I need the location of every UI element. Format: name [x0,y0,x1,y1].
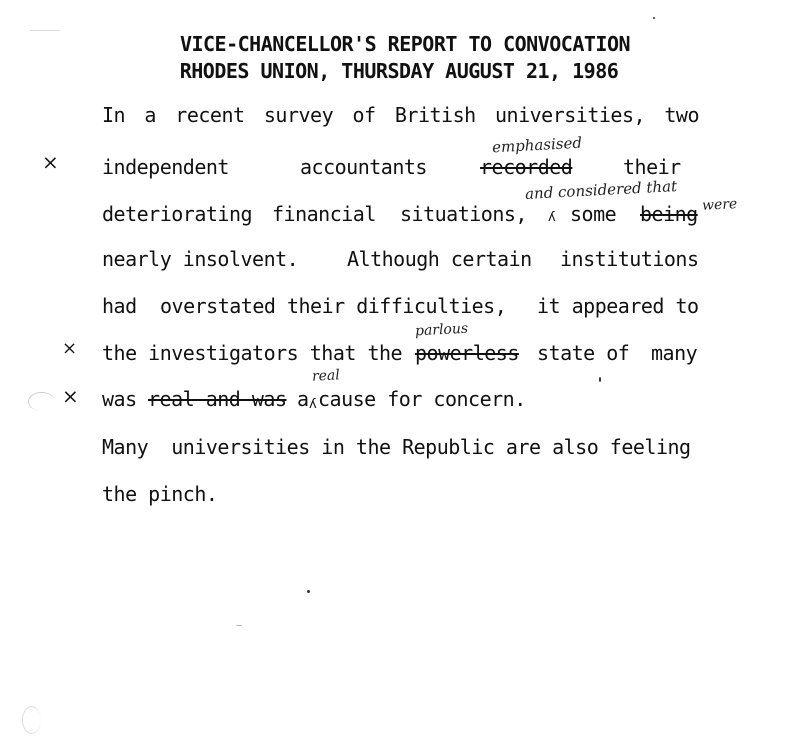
scan-speck [599,377,601,382]
handwritten-parlous: parlous [414,320,469,340]
struck-phrase-real-and-was: real and was [148,387,287,411]
body-line-2-word-1: independent [102,155,229,179]
handwritten-emphasised: emphasised [491,133,583,157]
body-line-6-part-1: the investigators that the [102,341,403,365]
word: recent [175,103,245,127]
body-line-3-word-2: financial [272,202,376,226]
body-line-4-part-1: nearly insolvent. [102,247,299,271]
struck-word-powerless: powerless [415,341,519,365]
body-line-5-part-3: it appeared to [537,294,699,318]
margin-mark-3: × [62,384,79,408]
handwritten-were: were [701,196,738,214]
scan-speck [653,17,655,19]
struck-word-recorded: recorded [480,155,573,179]
body-line-6-part-3: many [651,341,698,365]
handwritten-real: real [311,367,341,385]
word: In [102,103,126,127]
margin-mark-2: × [62,338,78,359]
word: British [394,103,476,127]
body-line-3-word-4: some [570,202,617,226]
scan-speck [307,590,310,593]
handwritten-and-considered-that: and considered that [524,177,678,203]
body-line-8: Many universities in the Republic are also feeling [102,435,691,459]
body-line-7-part-2: a [297,387,309,411]
body-line-3-word-1: deteriorating [102,202,253,226]
body-line-2-word-4: their [623,155,681,179]
document-title: VICE-CHANCELLOR'S REPORT TO CONVOCATION [179,32,631,56]
scan-speck [236,625,242,626]
word: universities, [495,103,646,127]
body-line-5-part-2: overstated their difficulties, [160,294,507,318]
body-line-4-part-2: Although certain [347,247,532,271]
word: survey [263,103,334,127]
body-line-2-word-2: accountants [300,155,427,179]
body-line-7-part-1: was [102,387,137,411]
struck-word-being: being [640,202,698,226]
paper-fold-mark [28,392,55,411]
word: two [664,103,699,127]
body-line-9: the pinch. [102,482,218,506]
body-line-4-part-3: institutions [560,247,699,271]
body-line-5-part-1: had [102,294,137,318]
body-line-1 [102,103,699,127]
paper-fold-mark [22,706,41,734]
insertion-caret-icon: ʎ [548,210,556,225]
word: of [352,103,376,127]
insertion-caret-icon: ʎ [309,397,317,412]
body-line-6-part-2: state of [537,341,630,365]
scan-speck [30,30,60,31]
margin-mark-1: × [42,150,59,174]
body-line-3-word-3: situations, [400,202,527,226]
word: a [144,103,156,127]
body-line-7-part-3: cause for concern. [318,387,526,411]
document-subtitle: RHODES UNION, THURSDAY AUGUST 21, 1986 [179,59,619,83]
